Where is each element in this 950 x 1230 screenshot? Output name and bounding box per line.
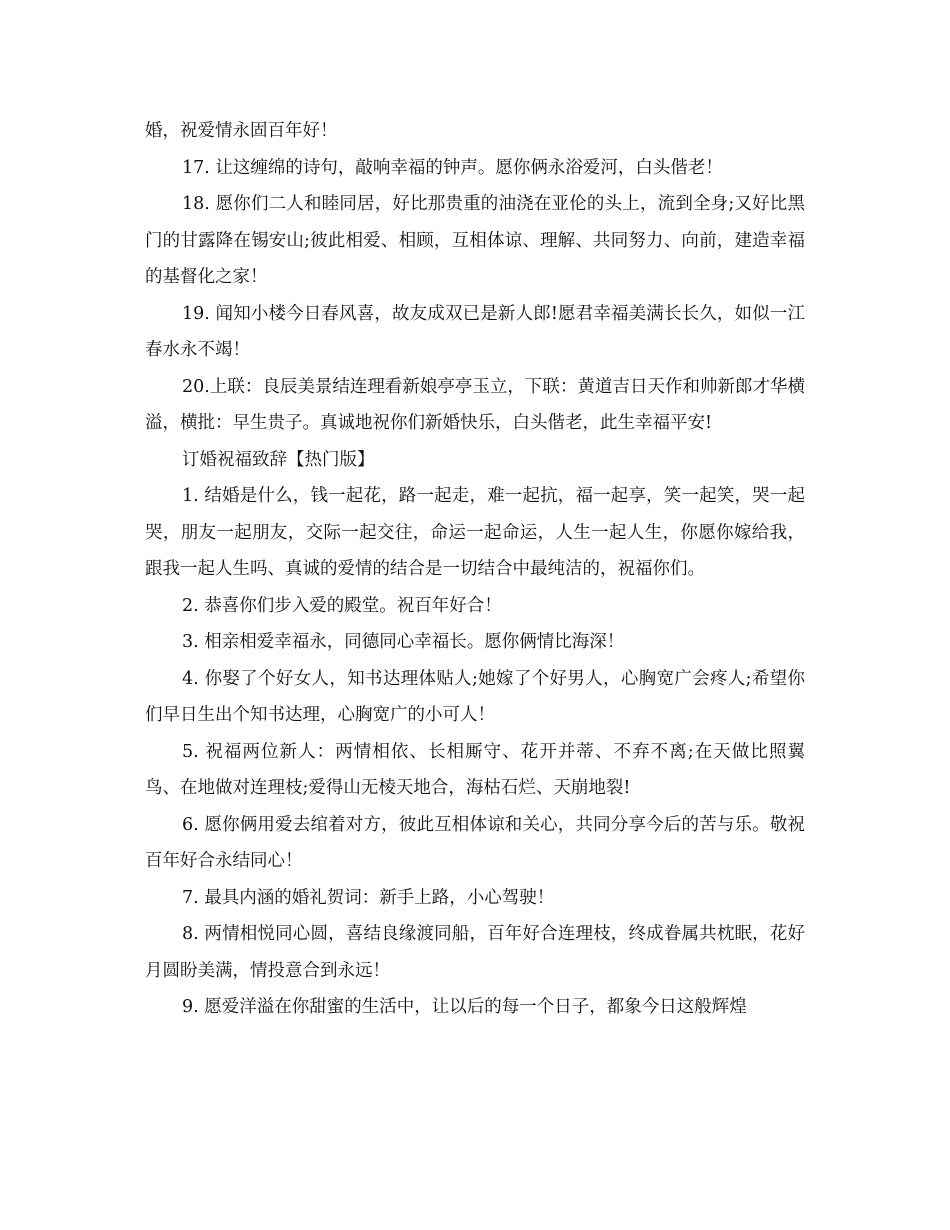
paragraph-8: 8. 两情相悦同心圆，喜结良缘渡同船，百年好合连理枝，终成眷属共枕眠，花好月圆盼美满，情投意合到永远！ [145, 924, 805, 981]
paragraph-19: 19. 闻知小楼今日春风喜，故友成双已是新人郎!愿君幸福美满长长久，如似一江春水永不竭！ [145, 303, 805, 360]
paragraph-5: 5. 祝福两位新人：两情相依、长相厮守、花开并蒂、不弃不离;在天做比照翼鸟、在地做对连理枝;爱得山无棱天地合，海枯石烂、天崩地裂! [145, 741, 805, 798]
paragraph-2: 2. 恭喜你们步入爱的殿堂。祝百年好合！ [182, 595, 502, 616]
paragraph-continuation: 婚，祝爱情永固百年好！ [145, 121, 338, 141]
paragraph-18: 18. 愿你们二人和睦同居，好比那贵重的油浇在亚伦的头上，流到全身;又好比黑门的甘露降在锡安山;彼此相爱、相顾，互相体谅、理解、共同努力、向前，建造幸福的基督化之家！ [145, 194, 805, 287]
paragraph-4: 4. 你娶了个好女人，知书达理体贴人;她嫁了个好男人，心胸宽广会疼人;希望你们早日生出个知书达理，心胸宽广的小可人！ [145, 668, 805, 725]
paragraph-7: 7. 最具内涵的婚礼贺词：新手上路，小心驾驶！ [182, 887, 555, 908]
paragraph-1: 1. 结婚是什么，钱一起花，路一起走，难一起抗，福一起享，笑一起笑，哭一起哭，朋友一起朋友，交际一起交往，命运一起命运，人生一起人生，你愿你嫁给我，跟我一起人生吗、真诚的爱情的结合是一切结合中最纯洁的，祝福你们。 [145, 486, 805, 579]
paragraph-17: 17. 让这缠绵的诗句，敲响幸福的钟声。愿你俩永浴爱河，白头偕老！ [182, 157, 723, 178]
document-body [145, 113, 805, 1026]
paragraph-9: 9. 愿爱洋溢在你甜蜜的生活中，让以后的每一个日子，都象今日这般辉煌 [182, 997, 747, 1017]
section-heading: 订婚祝福致辞【热门版】 [182, 449, 375, 470]
paragraph-6: 6. 愿你俩用爱去绾着对方，彼此互相体谅和关心，共同分享今后的苦与乐。敬祝百年好合永结同心！ [145, 814, 805, 871]
paragraph-3: 3. 相亲相爱幸福永，同德同心幸福长。愿你俩情比海深！ [182, 632, 625, 652]
paragraph-20: 20.上联：良辰美景结连理看新娘亭亭玉立，下联：黄道吉日天作和帅新郎才华横溢，横批：早生贵子。真诚地祝你们新婚快乐，白头偕老，此生幸福平安! [145, 376, 805, 433]
